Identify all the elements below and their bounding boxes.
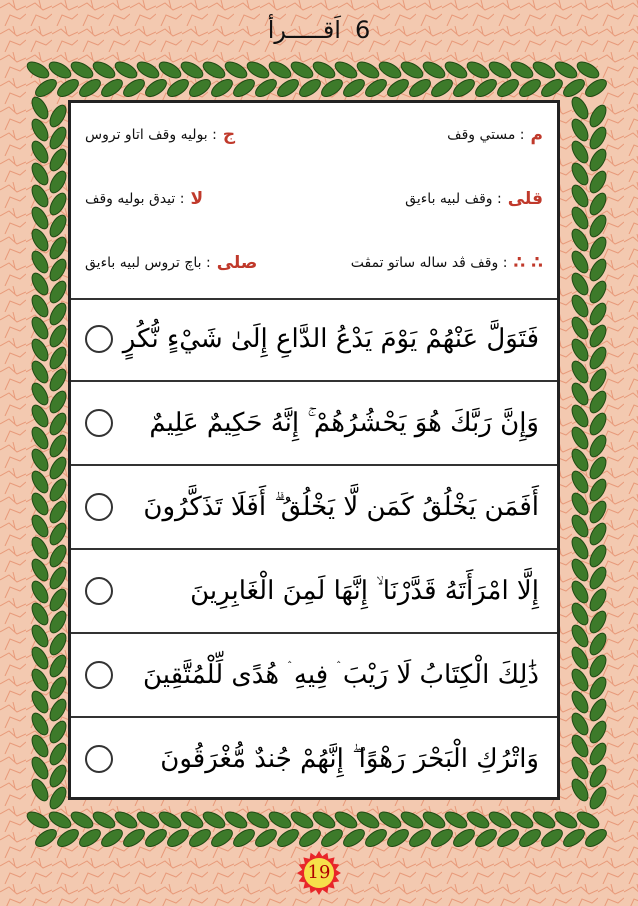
answer-radio[interactable]	[85, 493, 113, 521]
vine-leaf	[569, 579, 591, 606]
vine-leaf	[319, 76, 346, 100]
verse-row	[71, 718, 557, 800]
vine-leaf	[385, 826, 412, 850]
vine-leaf	[47, 521, 69, 548]
vine-leaf	[135, 809, 162, 831]
vine-leaf	[47, 389, 69, 416]
verse-text: إِلَّا امْرَأَتَهُ قَدَّرْنَا ۙ إِنَّهَا لَمِنَ الْغَابِرِينَ	[190, 575, 539, 606]
legend-text: : باچ تروس لبيه باءيق	[85, 255, 211, 271]
vine-leaf	[209, 826, 236, 850]
vine-leaf	[569, 755, 591, 782]
vine-leaf	[143, 76, 170, 100]
vine-leaf	[569, 491, 591, 518]
vine-leaf	[29, 557, 51, 584]
vine-leaf	[29, 535, 51, 562]
vine-leaf	[363, 826, 390, 850]
vine-leaf	[47, 719, 69, 746]
waqf-legend	[71, 103, 557, 300]
vine-leaf	[47, 147, 69, 174]
vine-leaf	[587, 785, 609, 812]
vine-leaf	[587, 565, 609, 592]
vine-leaf	[29, 513, 51, 540]
vine-leaf	[179, 59, 206, 81]
vine-leaf	[29, 183, 51, 210]
vine-leaf	[47, 235, 69, 262]
vine-leaf	[421, 59, 448, 81]
vine-leaf	[587, 279, 609, 306]
legend-symbol: م	[530, 125, 543, 145]
vine-leaf	[29, 403, 51, 430]
vine-leaf	[77, 76, 104, 100]
vine-leaf	[29, 777, 51, 804]
vine-leaf	[569, 711, 591, 738]
vine-leaf	[33, 76, 60, 100]
vine-leaf	[587, 147, 609, 174]
vine-leaf	[209, 76, 236, 100]
vine-leaf	[561, 826, 588, 850]
vine-leaf	[587, 697, 609, 724]
vine-leaf	[569, 205, 591, 232]
vine-leaf	[531, 809, 558, 831]
vine-leaf	[157, 809, 184, 831]
vine-leaf	[583, 76, 610, 100]
vine-leaf	[29, 139, 51, 166]
vine-leaf	[29, 469, 51, 496]
vine-leaf	[91, 59, 118, 81]
answer-radio[interactable]	[85, 745, 113, 773]
legend-item-la	[85, 189, 203, 209]
answer-radio[interactable]	[85, 577, 113, 605]
vine-leaf	[569, 293, 591, 320]
legend-symbol: صلى	[216, 253, 258, 273]
vine-leaf	[223, 809, 250, 831]
vine-leaf	[47, 741, 69, 768]
vine-leaf	[569, 623, 591, 650]
legend-text: : مستي وقف	[447, 127, 525, 143]
vine-leaf	[587, 609, 609, 636]
vine-leaf	[587, 257, 609, 284]
vine-leaf	[587, 477, 609, 504]
vine-leaf	[587, 455, 609, 482]
vine-leaf	[587, 433, 609, 460]
legend-text: : وقف لبيه باءيق	[405, 191, 502, 207]
vine-leaf	[29, 425, 51, 452]
vine-leaf	[231, 826, 258, 850]
vine-leaf	[517, 76, 544, 100]
verse-row	[71, 298, 557, 382]
vine-leaf	[99, 826, 126, 850]
vine-leaf	[407, 76, 434, 100]
vine-leaf	[25, 809, 52, 831]
vine-leaf	[47, 565, 69, 592]
vine-leaf	[289, 809, 316, 831]
vine-leaf	[311, 59, 338, 81]
vine-leaf	[29, 227, 51, 254]
vine-leaf	[143, 826, 170, 850]
vine-leaf	[47, 543, 69, 570]
vine-leaf	[569, 535, 591, 562]
vine-leaf	[355, 59, 382, 81]
vine-leaf	[355, 809, 382, 831]
verse-row	[71, 466, 557, 550]
vine-leaf	[55, 76, 82, 100]
vine-leaf	[569, 601, 591, 628]
vine-leaf	[587, 367, 609, 394]
vine-leaf	[29, 711, 51, 738]
vine-leaf	[495, 76, 522, 100]
vine-leaf	[587, 543, 609, 570]
verse-text: أَفَمَن يَخْلُقُ كَمَن لَّا يَخْلُقُ ۗ أَفَلَا تَذَكَّرُونَ	[143, 491, 539, 522]
vine-leaf	[561, 76, 588, 100]
vine-leaf	[587, 345, 609, 372]
vine-leaf	[587, 741, 609, 768]
vine-leaf	[377, 809, 404, 831]
vine-leaf	[587, 103, 609, 130]
vine-leaf	[569, 117, 591, 144]
vine-leaf	[253, 76, 280, 100]
vine-leaf	[569, 183, 591, 210]
vine-leaf	[587, 301, 609, 328]
vine-leaf	[465, 809, 492, 831]
vine-leaf	[33, 826, 60, 850]
vine-leaf	[569, 645, 591, 672]
vine-leaf	[77, 826, 104, 850]
vine-leaf	[443, 59, 470, 81]
answer-radio[interactable]	[85, 661, 113, 689]
vine-leaf	[451, 76, 478, 100]
legend-item-muanaqah	[351, 253, 543, 273]
vine-leaf	[29, 117, 51, 144]
vine-leaf	[569, 667, 591, 694]
page-header	[0, 10, 638, 50]
vine-leaf	[539, 76, 566, 100]
vine-leaf	[47, 785, 69, 812]
verse-list	[71, 298, 557, 800]
vine-leaf	[473, 76, 500, 100]
content-panel	[68, 100, 560, 800]
vine-leaf	[587, 191, 609, 218]
vine-leaf	[569, 403, 591, 430]
vine-leaf	[341, 76, 368, 100]
vine-leaf	[29, 381, 51, 408]
vine-leaf	[587, 675, 609, 702]
vine-leaf	[451, 826, 478, 850]
vine-leaf	[47, 411, 69, 438]
legend-symbol: قلى	[507, 189, 543, 209]
vine-leaf	[29, 161, 51, 188]
vine-leaf	[253, 826, 280, 850]
vine-leaf	[47, 345, 69, 372]
vine-leaf	[47, 433, 69, 460]
vine-leaf	[47, 125, 69, 152]
vine-leaf	[587, 653, 609, 680]
vine-leaf	[569, 381, 591, 408]
vine-leaf	[569, 161, 591, 188]
verse-text: وَإِنَّ رَبَّكَ هُوَ يَحْشُرُهُمْ ۚ إِنَّهُ حَكِيمٌ عَلِيمٌ	[149, 407, 539, 438]
vine-leaf	[223, 59, 250, 81]
vine-leaf	[69, 59, 96, 81]
vine-leaf	[47, 763, 69, 790]
vine-leaf	[55, 826, 82, 850]
vine-leaf	[29, 95, 51, 122]
vine-leaf	[587, 389, 609, 416]
vine-leaf	[539, 826, 566, 850]
vine-leaf	[113, 59, 140, 81]
vine-leaf	[385, 76, 412, 100]
vine-leaf	[47, 279, 69, 306]
vine-leaf	[29, 447, 51, 474]
header-number: 6	[354, 16, 371, 44]
vine-leaf	[587, 631, 609, 658]
verse-row	[71, 382, 557, 466]
vine-leaf	[311, 809, 338, 831]
vine-leaf	[99, 76, 126, 100]
vine-leaf	[569, 733, 591, 760]
legend-item-sali	[85, 253, 257, 273]
vine-leaf	[47, 477, 69, 504]
vine-leaf	[47, 103, 69, 130]
vine-leaf	[583, 826, 610, 850]
vine-leaf	[29, 205, 51, 232]
vine-leaf	[569, 425, 591, 452]
vine-leaf	[69, 809, 96, 831]
vine-leaf	[569, 447, 591, 474]
vine-leaf	[297, 76, 324, 100]
legend-item-jim	[85, 125, 235, 145]
vine-leaf	[587, 411, 609, 438]
vine-leaf	[587, 125, 609, 152]
vine-leaf	[297, 826, 324, 850]
vine-leaf	[487, 59, 514, 81]
vine-leaf	[157, 59, 184, 81]
vine-leaf	[569, 359, 591, 386]
vine-leaf	[575, 59, 602, 81]
vine-leaf	[29, 623, 51, 650]
vine-leaf	[495, 826, 522, 850]
vine-leaf	[399, 809, 426, 831]
vine-leaf	[275, 76, 302, 100]
vine-leaf	[47, 257, 69, 284]
vine-leaf	[319, 826, 346, 850]
vine-leaf	[245, 809, 272, 831]
vine-leaf	[47, 455, 69, 482]
vine-leaf	[569, 469, 591, 496]
vine-leaf	[29, 645, 51, 672]
vine-leaf	[569, 513, 591, 540]
vine-leaf	[517, 826, 544, 850]
legend-item-qili	[405, 189, 543, 209]
vine-leaf	[587, 521, 609, 548]
vine-leaf	[113, 809, 140, 831]
vine-leaf	[121, 826, 148, 850]
legend-item-mim	[447, 125, 543, 145]
vine-leaf	[187, 826, 214, 850]
vine-leaf	[575, 809, 602, 831]
vine-leaf	[267, 809, 294, 831]
legend-symbol: ∴ ∴	[513, 253, 543, 273]
vine-leaf	[47, 323, 69, 350]
vine-leaf	[569, 139, 591, 166]
vine-leaf	[569, 271, 591, 298]
vine-leaf	[587, 587, 609, 614]
vine-leaf	[29, 359, 51, 386]
vine-leaf	[569, 689, 591, 716]
vine-leaf	[47, 367, 69, 394]
vine-leaf	[473, 826, 500, 850]
vine-leaf	[47, 697, 69, 724]
answer-radio[interactable]	[85, 325, 113, 353]
vine-leaf	[569, 337, 591, 364]
vine-leaf	[29, 315, 51, 342]
vine-leaf	[341, 826, 368, 850]
vine-leaf	[47, 499, 69, 526]
vine-leaf	[569, 95, 591, 122]
vine-leaf	[29, 689, 51, 716]
answer-radio[interactable]	[85, 409, 113, 437]
vine-leaf	[553, 809, 580, 831]
vine-leaf	[47, 809, 74, 831]
vine-leaf	[509, 59, 536, 81]
vine-leaf	[587, 213, 609, 240]
vine-leaf	[29, 667, 51, 694]
legend-text: : بوليه وقف اتاو تروس	[85, 127, 217, 143]
vine-leaf	[47, 169, 69, 196]
vine-leaf	[231, 76, 258, 100]
vine-leaf	[29, 271, 51, 298]
vine-leaf	[531, 59, 558, 81]
vine-leaf	[569, 249, 591, 276]
vine-leaf	[29, 491, 51, 518]
vine-leaf	[267, 59, 294, 81]
vine-leaf	[553, 59, 580, 81]
vine-leaf	[587, 763, 609, 790]
vine-leaf	[47, 213, 69, 240]
vine-leaf	[421, 809, 448, 831]
vine-leaf	[569, 227, 591, 254]
vine-leaf	[569, 557, 591, 584]
vine-leaf	[47, 301, 69, 328]
legend-symbol: لا	[190, 189, 204, 209]
vine-leaf	[47, 191, 69, 218]
verse-text: ذَٰلِكَ الْكِتَابُ لَا رَيْبَ ۛ فِيهِ ۛ هُدًى لِّلْمُتَّقِينَ	[142, 659, 539, 690]
vine-leaf	[399, 59, 426, 81]
vine-leaf	[47, 675, 69, 702]
legend-text: : وقف ڤد ساله ساتو تمڤت	[350, 255, 508, 271]
vine-leaf	[587, 323, 609, 350]
vine-leaf	[29, 337, 51, 364]
vine-leaf	[443, 809, 470, 831]
vine-leaf	[587, 169, 609, 196]
verse-row	[71, 634, 557, 718]
vine-leaf	[569, 777, 591, 804]
vine-leaf	[587, 499, 609, 526]
vine-leaf	[407, 826, 434, 850]
legend-text: : تيدق بوليه وقف	[85, 191, 185, 207]
vine-leaf	[29, 293, 51, 320]
vine-leaf	[165, 76, 192, 100]
vine-leaf	[245, 59, 272, 81]
header-title: اَقـــــرأ	[267, 16, 341, 44]
verse-text: فَتَوَلَّ عَنْهُمْ يَوْمَ يَدْعُ الدَّاعِ إِلَىٰ شَيْءٍ نُّكُرٍ	[122, 324, 539, 354]
vine-leaf	[121, 76, 148, 100]
vine-leaf	[29, 601, 51, 628]
vine-leaf	[25, 59, 52, 81]
vine-leaf	[29, 755, 51, 782]
page-number: 19	[307, 862, 331, 883]
vine-leaf	[201, 809, 228, 831]
vine-leaf	[91, 809, 118, 831]
vine-leaf	[429, 826, 456, 850]
vine-leaf	[429, 76, 456, 100]
vine-leaf	[465, 59, 492, 81]
vine-leaf	[333, 59, 360, 81]
vine-leaf	[29, 579, 51, 606]
legend-symbol: ج	[222, 125, 236, 145]
vine-leaf	[363, 76, 390, 100]
vine-leaf	[333, 809, 360, 831]
vine-leaf	[509, 809, 536, 831]
vine-leaf	[289, 59, 316, 81]
vine-leaf	[587, 235, 609, 262]
vine-leaf	[47, 653, 69, 680]
vine-leaf	[275, 826, 302, 850]
vine-leaf	[201, 59, 228, 81]
vine-leaf	[569, 315, 591, 342]
vine-leaf	[135, 59, 162, 81]
vine-leaf	[29, 733, 51, 760]
vine-leaf	[487, 809, 514, 831]
verse-text: وَاتْرُكِ الْبَحْرَ رَهْوًا ۖ إِنَّهُمْ جُندٌ مُّغْرَقُونَ	[160, 743, 539, 774]
vine-leaf	[47, 59, 74, 81]
vine-leaf	[179, 809, 206, 831]
vine-leaf	[187, 76, 214, 100]
vine-leaf	[47, 587, 69, 614]
vine-leaf	[587, 719, 609, 746]
vine-leaf	[165, 826, 192, 850]
vine-leaf	[377, 59, 404, 81]
vine-leaf	[29, 249, 51, 276]
verse-row	[71, 550, 557, 634]
vine-leaf	[47, 631, 69, 658]
vine-leaf	[47, 609, 69, 636]
